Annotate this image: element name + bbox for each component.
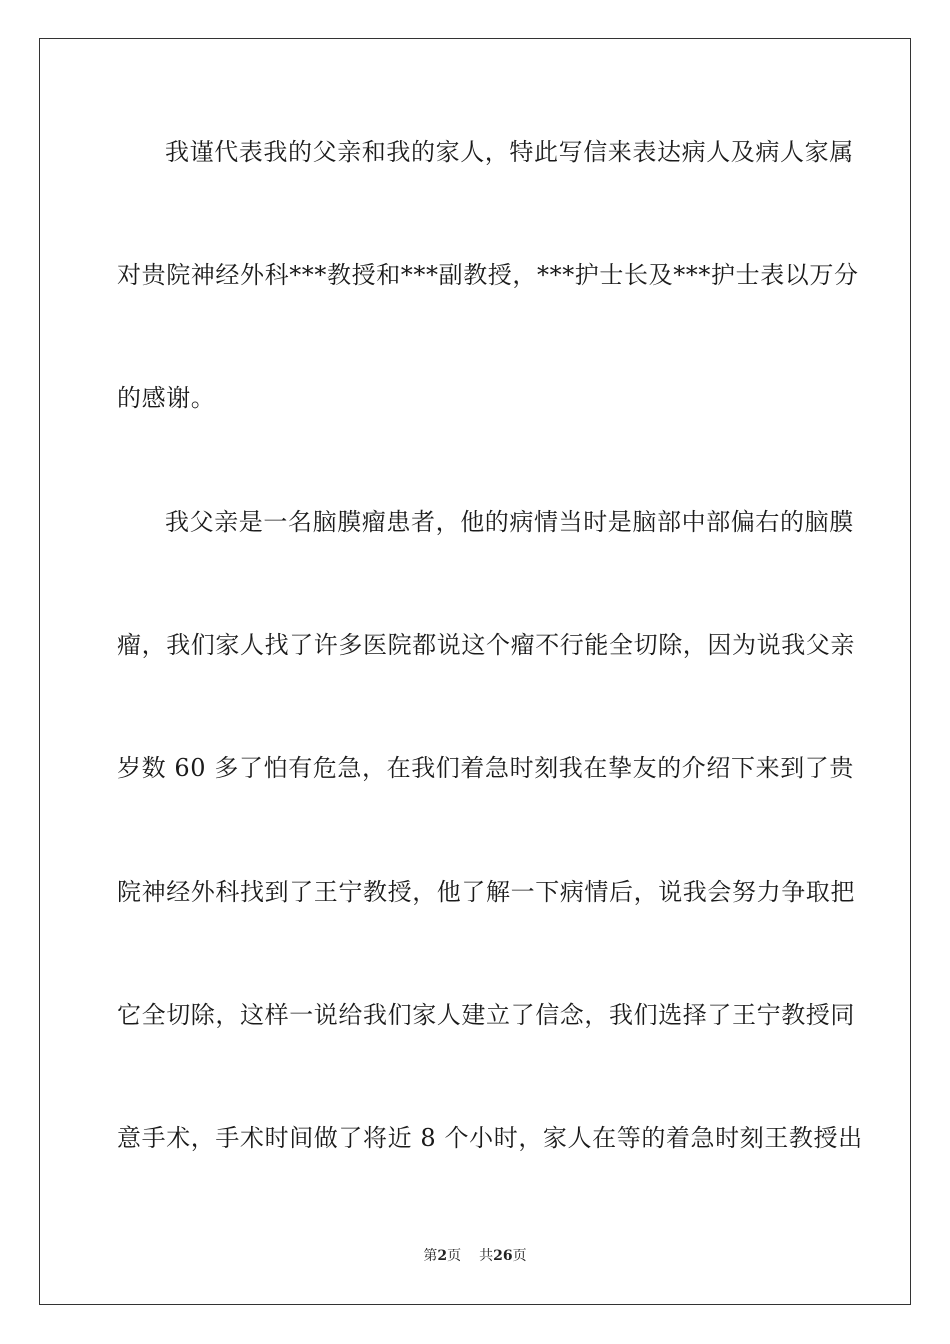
page-suffix: 页 xyxy=(447,1248,462,1264)
total-pages: 26 xyxy=(493,1248,513,1264)
page-footer xyxy=(0,1247,950,1265)
paragraph-1-line-1: 我谨代表我的父亲和我的家人，特此写信来表达病人及病人家属 xyxy=(165,138,854,166)
paragraph-2-line-2: 瘤，我们家人找了许多医院都说这个瘤不行能全切除，因为说我父亲 xyxy=(117,631,855,659)
page-border xyxy=(39,38,911,1305)
page-prefix: 第 xyxy=(423,1248,438,1264)
page-number: 2 xyxy=(437,1248,448,1264)
paragraph-1-line-2: 对贵院神经外科***教授和***副教授，***护士长及***护士表以万分 xyxy=(117,261,859,289)
total-prefix: 共 xyxy=(479,1248,494,1264)
paragraph-2-line-5: 它全切除，这样一说给我们家人建立了信念，我们选择了王宁教授同 xyxy=(117,1001,855,1029)
total-suffix: 页 xyxy=(512,1248,527,1264)
paragraph-1-line-3: 的感谢。 xyxy=(117,384,216,412)
paragraph-2-line-1: 我父亲是一名脑膜瘤患者，他的病情当时是脑部中部偏右的脑膜 xyxy=(165,508,854,536)
paragraph-2-line-6: 意手术，手术时间做了将近 8 个小时，家人在等的着急时刻王教授出 xyxy=(117,1124,863,1152)
paragraph-2-line-3: 岁数 60 多了怕有危急，在我们着急时刻我在挚友的介绍下来到了贵 xyxy=(117,754,854,782)
paragraph-2-line-4: 院神经外科找到了王宁教授，他了解一下病情后，说我会努力争取把 xyxy=(117,878,855,906)
